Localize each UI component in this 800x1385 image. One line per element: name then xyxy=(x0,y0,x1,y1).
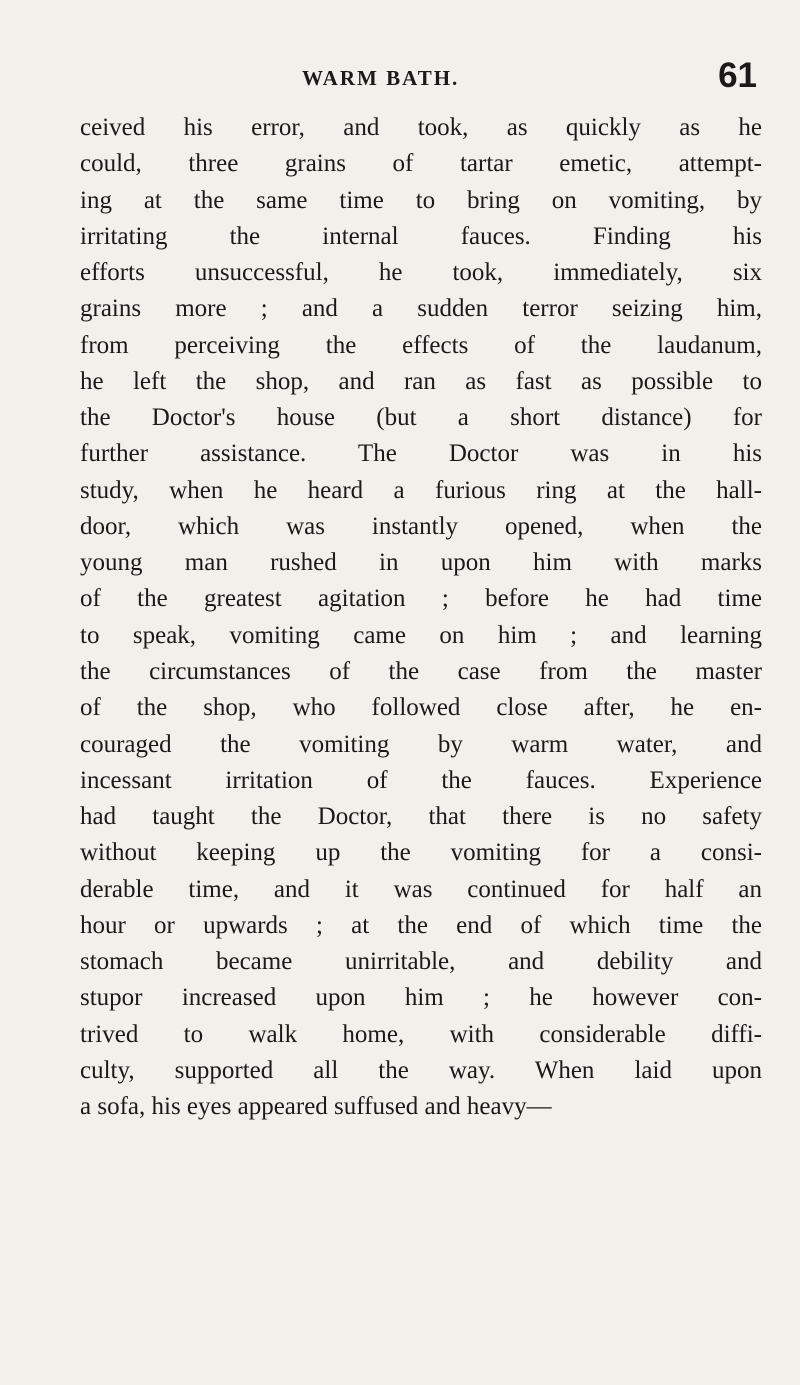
text-line: study, when he heard a furious ring at the hall- xyxy=(80,476,762,504)
text-line: stomach became unirritable, and debility and xyxy=(80,948,762,976)
text-line: without keeping up the vomiting for a consi- xyxy=(80,839,762,867)
text-line: couraged the vomiting by warm water, and xyxy=(80,730,762,758)
text-line: stupor increased upon him ; he however con- xyxy=(80,984,762,1012)
text-line: incessant irritation of the fauces. Experience xyxy=(80,766,762,794)
text-line: efforts unsuccessful, he took, immediately, six xyxy=(80,259,762,287)
text-line: had taught the Doctor, that there is no safety xyxy=(80,803,762,831)
text-line: hour or upwards ; at the end of which time the xyxy=(80,911,762,939)
text-line: grains more ; and a sudden terror seizing him, xyxy=(80,295,762,323)
text-line: a sofa, his eyes appeared suffused and heavy— xyxy=(80,1093,552,1121)
text-line: trived to walk home, with considerable diffi- xyxy=(80,1020,762,1048)
text-line: ing at the same time to bring on vomiting, by xyxy=(80,186,762,214)
text-line: the Doctor's house (but a short distance) for xyxy=(80,404,762,432)
text-line: to speak, vomiting came on him ; and learning xyxy=(80,621,762,649)
text-line: of the shop, who followed close after, he en- xyxy=(80,694,762,722)
text-line: irritating the internal fauces. Finding his xyxy=(80,222,762,250)
text-line: culty, supported all the way. When laid upon xyxy=(80,1056,762,1084)
running-title: WARM BATH. xyxy=(302,66,460,90)
text-line: ceived his error, and took, as quickly as he xyxy=(80,114,762,141)
running-header xyxy=(80,56,760,104)
text-line: derable time, and it was continued for half an xyxy=(80,875,762,903)
text-line: young man rushed in upon him with marks xyxy=(80,549,762,577)
text-line: the circumstances of the case from the master xyxy=(80,657,762,685)
body-text xyxy=(80,110,762,1125)
page-number: 61 xyxy=(718,56,757,95)
text-line: of the greatest agitation ; before he had time xyxy=(80,585,762,613)
text-line: from perceiving the effects of the laudanum, xyxy=(80,331,762,359)
text-line: door, which was instantly opened, when the xyxy=(80,512,762,540)
text-line: could, three grains of tartar emetic, attempt- xyxy=(80,150,762,178)
text-line: further assistance. The Doctor was in his xyxy=(80,440,762,468)
text-line: he left the shop, and ran as fast as possible to xyxy=(80,367,762,395)
